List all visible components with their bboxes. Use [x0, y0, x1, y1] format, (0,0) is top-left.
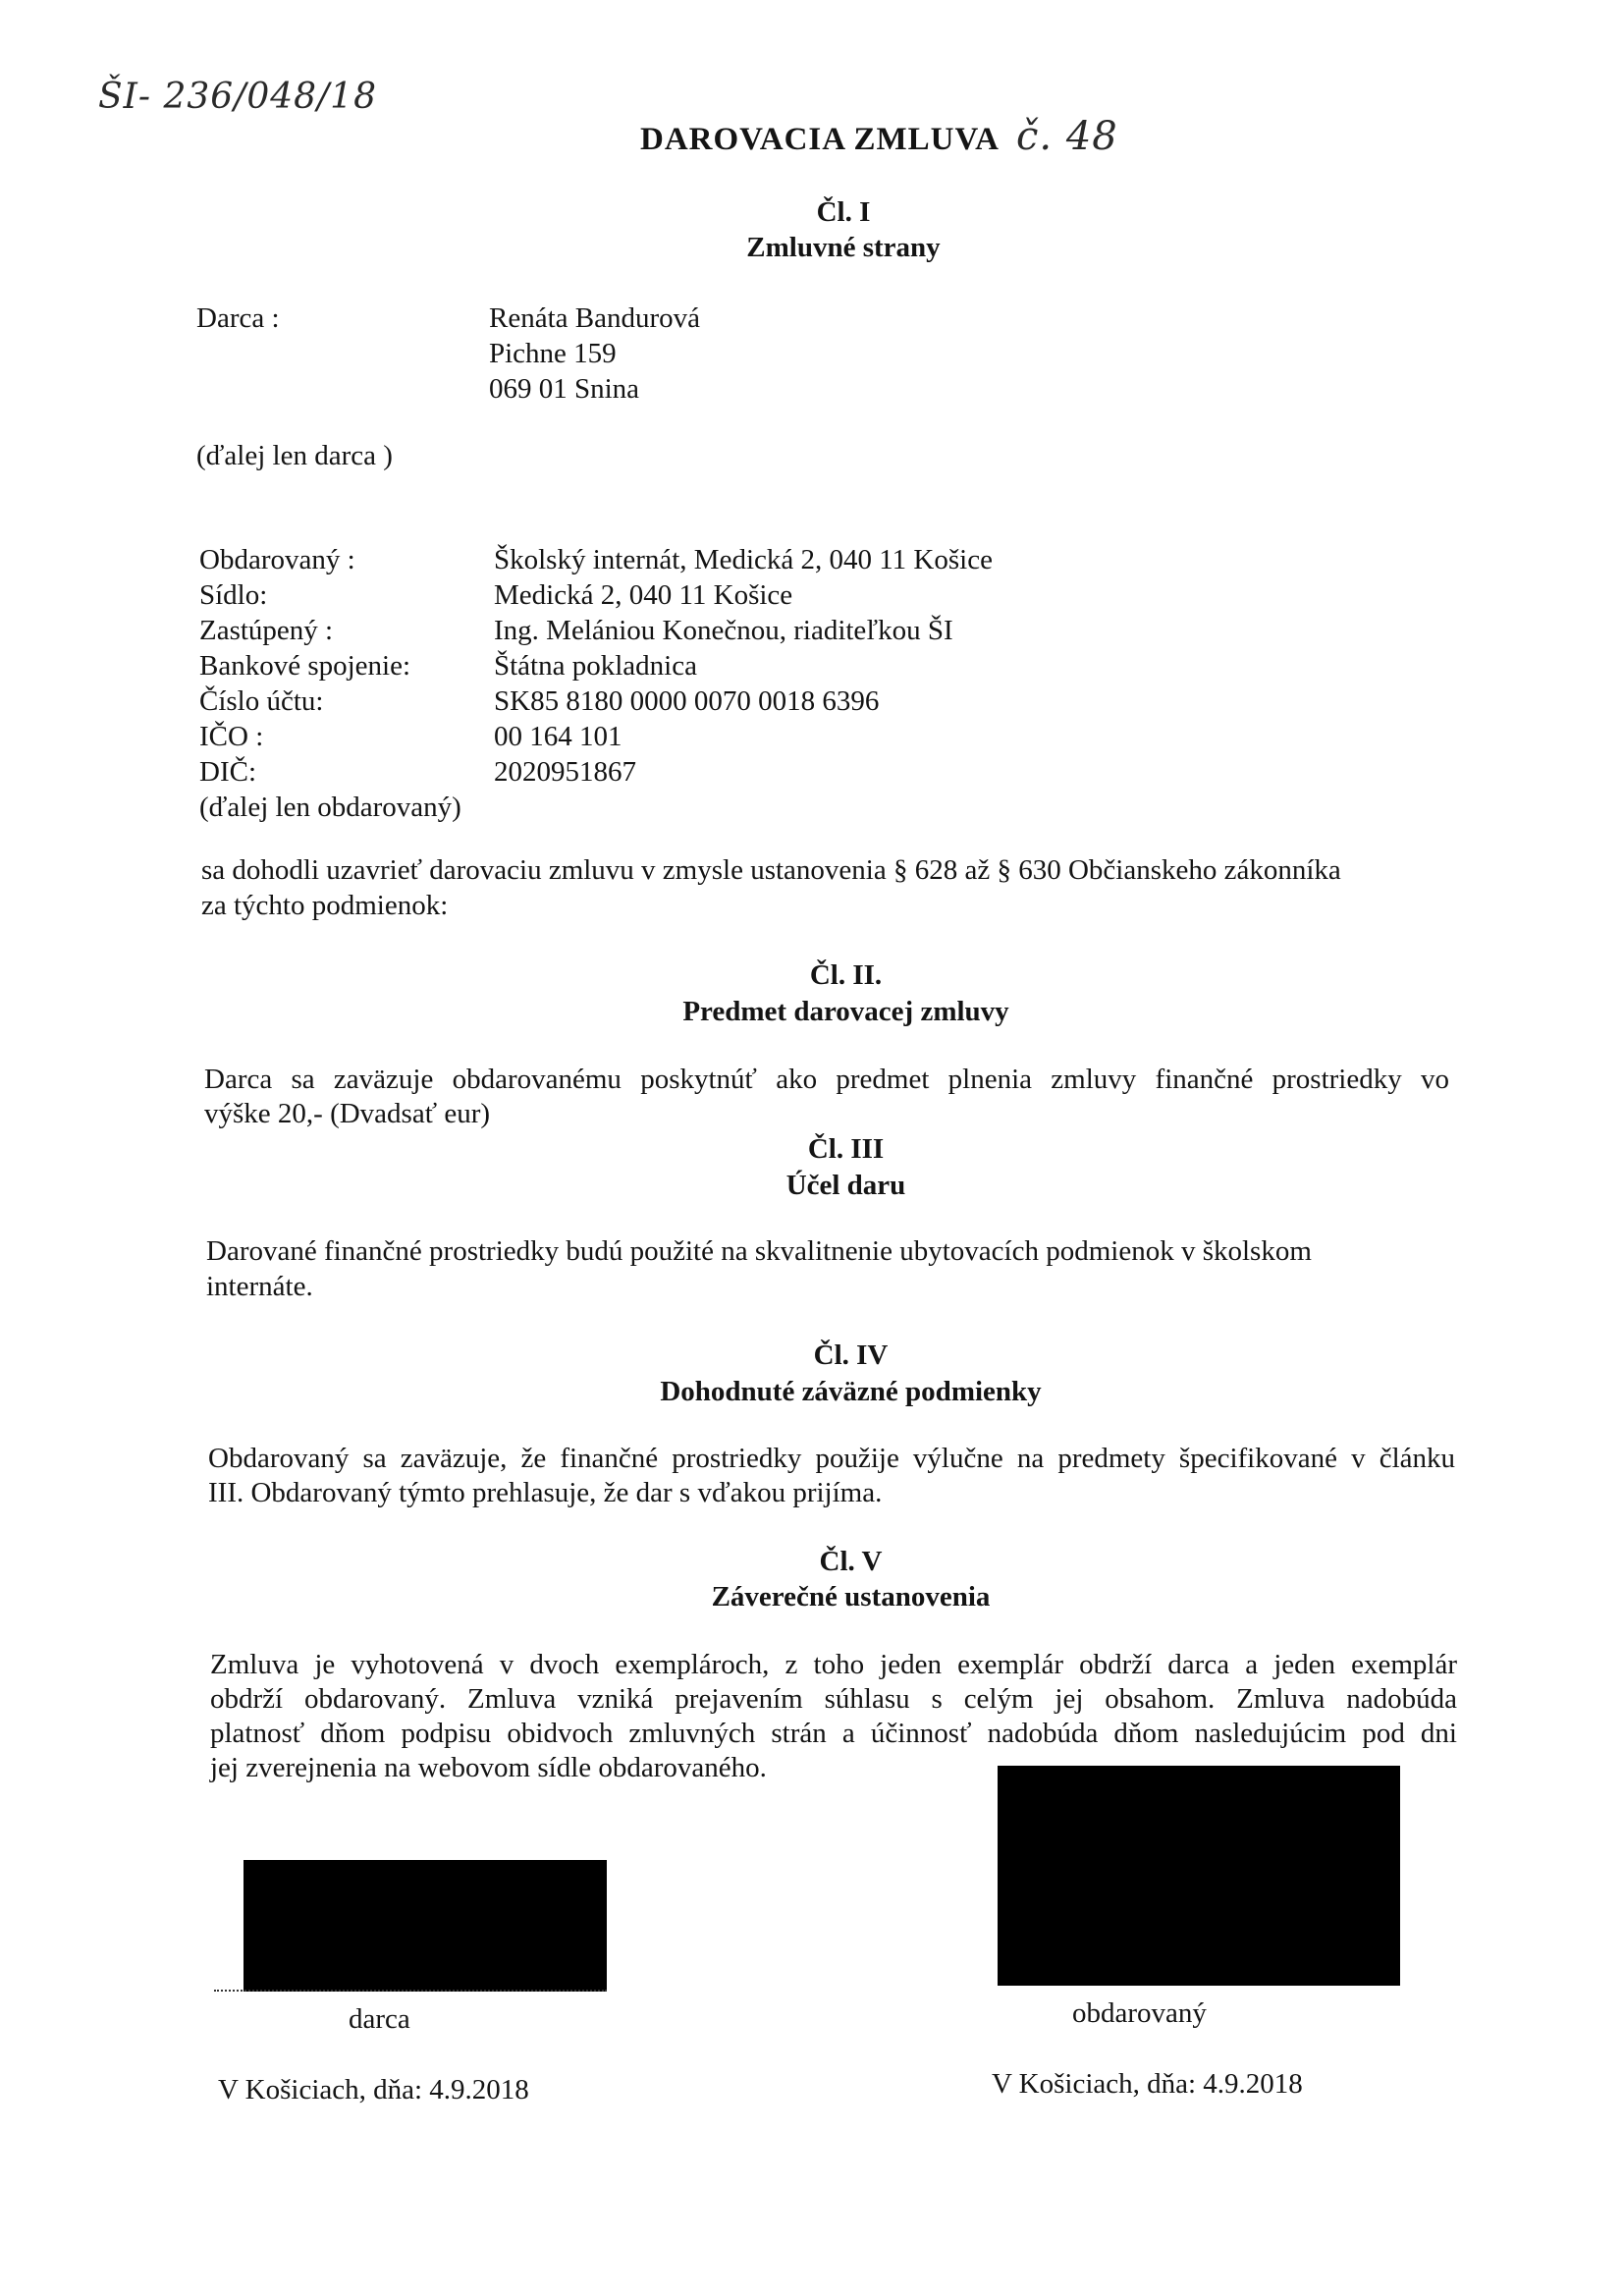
- article-3-body: [206, 1233, 1384, 1304]
- article-1-subheading: Zmluvné strany: [746, 232, 941, 263]
- article-3-heading: Čl. III: [807, 1133, 885, 1165]
- recipient-row: [199, 648, 993, 683]
- recipient-row: [199, 577, 993, 613]
- article-5-line: jej zverejnenia na webovom sídle obdarovaného.: [210, 1752, 767, 1783]
- article-5-line: platnosť dňom podpisu obidvoch zmluvných strán a účinnosť nadobúda dňom nasledujúcim pod dni: [210, 1718, 1457, 1749]
- article-5-line: Zmluva je vyhotovená v dvoch exemplároch, z toho jeden exemplár obdrží darca a jeden exemplár: [210, 1649, 1457, 1680]
- article-5-line: obdrží obdarovaný. Zmluva vzniká prejavením súhlasu s celým jej obsahom. Zmluva nadobúda: [210, 1683, 1457, 1715]
- recipient-row-label: Bankové spojenie:: [199, 650, 411, 682]
- article-4-body: [208, 1442, 1455, 1510]
- recipient-place-date: V Košiciach, dňa: 4.9.2018: [992, 2068, 1303, 2100]
- article-2-subheading: Predmet darovacej zmluvy: [682, 996, 1009, 1027]
- donor-signature-label: darca: [349, 2003, 410, 2035]
- article-5-body: [210, 1648, 1457, 1785]
- article-3-subheading: Účel daru: [785, 1170, 906, 1201]
- donor-details: [489, 301, 700, 407]
- donor-place-date: V Košiciach, dňa: 4.9.2018: [218, 2074, 529, 2105]
- recipient-table: [199, 542, 993, 825]
- donor-signature-line: [214, 1990, 607, 1992]
- recipient-row-label: Zastúpený :: [199, 615, 334, 646]
- handwritten-contract-number: č. 48: [1016, 114, 1118, 159]
- recipient-row-label: DIČ:: [199, 756, 256, 788]
- donor-name: Renáta Bandurová: [489, 302, 701, 334]
- recipient-row-value: 00 164 101: [494, 721, 622, 752]
- article-5-heading: Čl. V: [819, 1546, 883, 1577]
- intro-line: sa dohodli uzavrieť darovaciu zmluvu v zmysle ustanovenia § 628 až § 630 Občianskeho zákonníka: [201, 854, 1341, 886]
- redacted-donor-signature: [243, 1860, 607, 1992]
- article-4-heading: Čl. IV: [813, 1339, 889, 1371]
- recipient-row-label: Číslo účtu:: [199, 685, 324, 717]
- recipient-signature-label: obdarovaný: [1072, 1997, 1207, 2029]
- article-3-line: internáte.: [206, 1271, 313, 1302]
- handwritten-registration-number: ŠI- 236/048/18: [98, 77, 377, 117]
- article-5-subheading: Záverečné ustanovenia: [711, 1581, 991, 1613]
- recipient-row-value: SK85 8180 0000 0070 0018 6396: [494, 685, 880, 717]
- article-1-heading: Čl. I: [816, 196, 871, 228]
- recipient-row-value: Ing. Melániou Konečnou, riaditeľkou ŠI: [494, 615, 953, 646]
- donor-note: (ďalej len darca ): [196, 440, 393, 471]
- recipient-note: (ďalej len obdarovaný): [199, 792, 461, 823]
- recipient-row: [199, 719, 993, 754]
- article-2-body: [204, 1063, 1449, 1131]
- recipient-row-label: IČO :: [199, 721, 264, 752]
- recipient-row-label: Obdarovaný :: [199, 544, 355, 575]
- recipient-row: [199, 683, 993, 719]
- recipient-row-value: Medická 2, 040 11 Košice: [494, 579, 793, 611]
- donor-label: Darca :: [196, 302, 280, 334]
- recipient-row-value: Štátna pokladnica: [494, 650, 697, 682]
- recipient-row-value: 2020951867: [494, 756, 636, 788]
- donor-street: Pichne 159: [489, 338, 617, 369]
- article-4-subheading: Dohodnuté záväzné podmienky: [660, 1376, 1042, 1407]
- article-3-line: Darované finančné prostriedky budú použité na skvalitnenie ubytovacích podmienok v školskom: [206, 1235, 1312, 1267]
- intro-paragraph: [201, 852, 1468, 923]
- recipient-row-value: Školský internát, Medická 2, 040 11 Košice: [494, 544, 993, 575]
- recipient-row: [199, 754, 993, 790]
- recipient-row: [199, 542, 993, 577]
- recipient-row-label: Sídlo:: [199, 579, 268, 611]
- article-2-line: výške 20,- (Dvadsať eur): [204, 1098, 491, 1129]
- document-title: DAROVACIA ZMLUVA: [640, 122, 1000, 157]
- redacted-recipient-signature: [998, 1766, 1400, 1986]
- article-2-heading: Čl. II.: [809, 959, 883, 991]
- recipient-row: [199, 613, 993, 648]
- article-4-line: Obdarovaný sa zaväzuje, že finančné prostriedky použije výlučne na predmety špecifikované v článku: [208, 1443, 1455, 1474]
- article-4-line: III. Obdarovaný týmto prehlasuje, že dar s vďakou prijíma.: [208, 1477, 883, 1508]
- intro-line: za týchto podmienok:: [201, 890, 449, 921]
- donor-city: 069 01 Snina: [489, 373, 640, 405]
- article-2-line: Darca sa zaväzuje obdarovanému poskytnúť ako predmet plnenia zmluvy finančné prostriedky vo: [204, 1064, 1449, 1095]
